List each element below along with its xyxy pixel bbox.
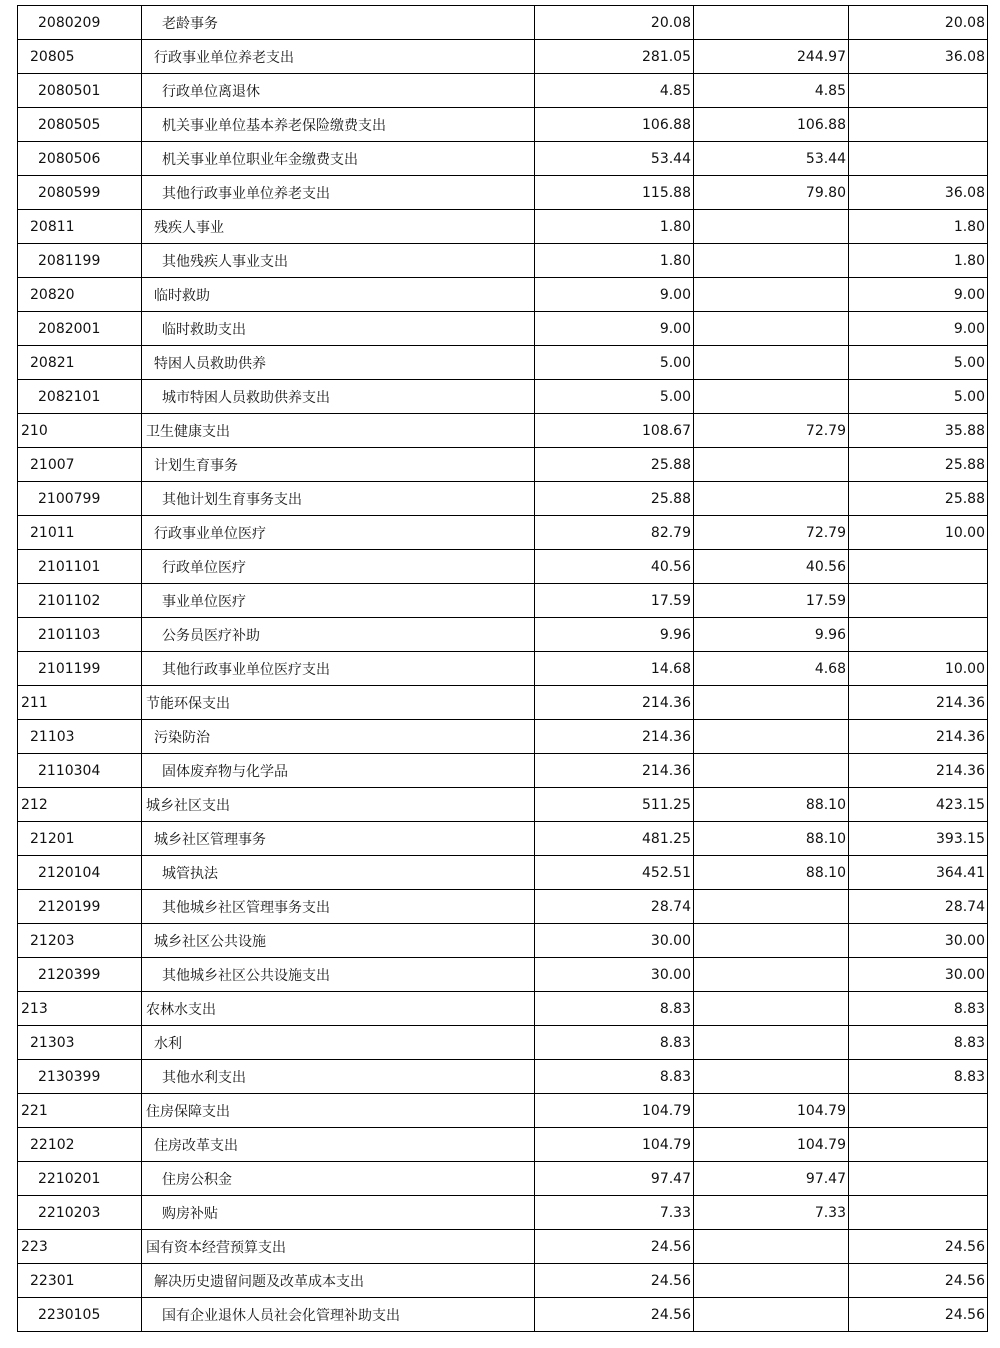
subject-code-cell: 2101102	[18, 584, 142, 618]
total-amount-cell: 108.67	[535, 414, 694, 448]
subject-code-cell: 20805	[18, 40, 142, 74]
subject-name-cell: 行政事业单位养老支出	[142, 40, 535, 74]
total-amount-cell: 24.56	[535, 1230, 694, 1264]
subject-code-cell: 212	[18, 788, 142, 822]
subject-name-cell: 其他行政事业单位医疗支出	[142, 652, 535, 686]
project-expenditure-cell: 24.56	[849, 1298, 988, 1332]
project-expenditure-cell: 393.15	[849, 822, 988, 856]
subject-name-cell: 国有资本经营预算支出	[142, 1230, 535, 1264]
project-expenditure-cell: 9.00	[849, 312, 988, 346]
subject-code-cell: 21011	[18, 516, 142, 550]
subject-name-cell: 其他计划生育事务支出	[142, 482, 535, 516]
basic-expenditure-cell: 72.79	[694, 414, 849, 448]
subject-code-cell: 223	[18, 1230, 142, 1264]
project-expenditure-cell	[849, 142, 988, 176]
subject-name-cell: 污染防治	[142, 720, 535, 754]
subject-name-cell: 其他城乡社区管理事务支出	[142, 890, 535, 924]
subject-name-cell: 水利	[142, 1026, 535, 1060]
table-row	[18, 380, 988, 414]
subject-name-cell: 公务员医疗补助	[142, 618, 535, 652]
basic-expenditure-cell	[694, 924, 849, 958]
subject-name-cell: 事业单位医疗	[142, 584, 535, 618]
project-expenditure-cell: 25.88	[849, 482, 988, 516]
table-row	[18, 584, 988, 618]
total-amount-cell: 9.96	[535, 618, 694, 652]
project-expenditure-cell: 214.36	[849, 720, 988, 754]
subject-name-cell: 城乡社区管理事务	[142, 822, 535, 856]
total-amount-cell: 17.59	[535, 584, 694, 618]
subject-code-cell: 2082101	[18, 380, 142, 414]
table-row	[18, 1026, 988, 1060]
project-expenditure-cell: 24.56	[849, 1264, 988, 1298]
basic-expenditure-cell: 88.10	[694, 822, 849, 856]
subject-name-cell: 其他城乡社区公共设施支出	[142, 958, 535, 992]
project-expenditure-cell: 423.15	[849, 788, 988, 822]
subject-code-cell: 2080501	[18, 74, 142, 108]
table-row	[18, 448, 988, 482]
project-expenditure-cell: 36.08	[849, 40, 988, 74]
total-amount-cell: 104.79	[535, 1128, 694, 1162]
total-amount-cell: 24.56	[535, 1264, 694, 1298]
basic-expenditure-cell	[694, 482, 849, 516]
table-row	[18, 1230, 988, 1264]
basic-expenditure-cell: 106.88	[694, 108, 849, 142]
subject-name-cell: 机关事业单位基本养老保险缴费支出	[142, 108, 535, 142]
subject-code-cell: 21201	[18, 822, 142, 856]
subject-code-cell: 2080599	[18, 176, 142, 210]
total-amount-cell: 8.83	[535, 1060, 694, 1094]
subject-name-cell: 城乡社区支出	[142, 788, 535, 822]
subject-code-cell: 21103	[18, 720, 142, 754]
subject-code-cell: 20811	[18, 210, 142, 244]
project-expenditure-cell	[849, 550, 988, 584]
subject-code-cell: 2101101	[18, 550, 142, 584]
basic-expenditure-cell	[694, 1298, 849, 1332]
subject-name-cell: 特困人员救助供养	[142, 346, 535, 380]
basic-expenditure-cell	[694, 244, 849, 278]
total-amount-cell: 25.88	[535, 448, 694, 482]
subject-code-cell: 221	[18, 1094, 142, 1128]
project-expenditure-cell: 1.80	[849, 244, 988, 278]
total-amount-cell: 25.88	[535, 482, 694, 516]
basic-expenditure-cell: 88.10	[694, 788, 849, 822]
basic-expenditure-cell	[694, 210, 849, 244]
project-expenditure-cell: 30.00	[849, 958, 988, 992]
subject-name-cell: 老龄事务	[142, 6, 535, 40]
table-row	[18, 482, 988, 516]
table-row	[18, 346, 988, 380]
basic-expenditure-cell: 4.85	[694, 74, 849, 108]
subject-name-cell: 其他残疾人事业支出	[142, 244, 535, 278]
basic-expenditure-cell: 244.97	[694, 40, 849, 74]
project-expenditure-cell: 5.00	[849, 346, 988, 380]
project-expenditure-cell: 8.83	[849, 1026, 988, 1060]
subject-code-cell: 2120199	[18, 890, 142, 924]
table-row	[18, 652, 988, 686]
total-amount-cell: 4.85	[535, 74, 694, 108]
total-amount-cell: 30.00	[535, 924, 694, 958]
subject-code-cell: 2230105	[18, 1298, 142, 1332]
subject-code-cell: 2210201	[18, 1162, 142, 1196]
total-amount-cell: 106.88	[535, 108, 694, 142]
subject-name-cell: 城市特困人员救助供养支出	[142, 380, 535, 414]
table-row	[18, 992, 988, 1026]
project-expenditure-cell	[849, 108, 988, 142]
project-expenditure-cell	[849, 74, 988, 108]
basic-expenditure-cell	[694, 1264, 849, 1298]
project-expenditure-cell: 5.00	[849, 380, 988, 414]
total-amount-cell: 14.68	[535, 652, 694, 686]
subject-code-cell: 2120399	[18, 958, 142, 992]
project-expenditure-cell	[849, 1094, 988, 1128]
table-row	[18, 1162, 988, 1196]
table-row	[18, 142, 988, 176]
table-row	[18, 788, 988, 822]
subject-name-cell: 行政单位医疗	[142, 550, 535, 584]
project-expenditure-cell: 10.00	[849, 516, 988, 550]
total-amount-cell: 281.05	[535, 40, 694, 74]
table-row	[18, 40, 988, 74]
table-row	[18, 720, 988, 754]
basic-expenditure-cell	[694, 1060, 849, 1094]
subject-code-cell: 2120104	[18, 856, 142, 890]
project-expenditure-cell: 28.74	[849, 890, 988, 924]
basic-expenditure-cell: 79.80	[694, 176, 849, 210]
table-body	[18, 6, 988, 1332]
project-expenditure-cell	[849, 618, 988, 652]
basic-expenditure-cell	[694, 380, 849, 414]
budget-expenditure-table	[17, 5, 988, 1332]
total-amount-cell: 214.36	[535, 754, 694, 788]
subject-name-cell: 行政单位离退休	[142, 74, 535, 108]
basic-expenditure-cell	[694, 448, 849, 482]
basic-expenditure-cell	[694, 686, 849, 720]
table-row	[18, 890, 988, 924]
table-row	[18, 108, 988, 142]
subject-code-cell: 2080505	[18, 108, 142, 142]
project-expenditure-cell: 8.83	[849, 1060, 988, 1094]
project-expenditure-cell: 1.80	[849, 210, 988, 244]
basic-expenditure-cell: 97.47	[694, 1162, 849, 1196]
basic-expenditure-cell	[694, 890, 849, 924]
subject-name-cell: 临时救助支出	[142, 312, 535, 346]
subject-name-cell: 残疾人事业	[142, 210, 535, 244]
total-amount-cell: 115.88	[535, 176, 694, 210]
project-expenditure-cell: 25.88	[849, 448, 988, 482]
basic-expenditure-cell: 88.10	[694, 856, 849, 890]
table-row	[18, 414, 988, 448]
project-expenditure-cell: 214.36	[849, 754, 988, 788]
table-row	[18, 1128, 988, 1162]
project-expenditure-cell: 36.08	[849, 176, 988, 210]
table-row	[18, 6, 988, 40]
basic-expenditure-cell: 9.96	[694, 618, 849, 652]
subject-name-cell: 住房公积金	[142, 1162, 535, 1196]
total-amount-cell: 7.33	[535, 1196, 694, 1230]
subject-code-cell: 213	[18, 992, 142, 1026]
subject-name-cell: 城乡社区公共设施	[142, 924, 535, 958]
project-expenditure-cell	[849, 584, 988, 618]
table-row	[18, 244, 988, 278]
basic-expenditure-cell: 4.68	[694, 652, 849, 686]
subject-code-cell: 2110304	[18, 754, 142, 788]
total-amount-cell: 452.51	[535, 856, 694, 890]
total-amount-cell: 28.74	[535, 890, 694, 924]
table-row	[18, 856, 988, 890]
table-row	[18, 754, 988, 788]
subject-code-cell: 2080209	[18, 6, 142, 40]
basic-expenditure-cell	[694, 958, 849, 992]
subject-name-cell: 城管执法	[142, 856, 535, 890]
subject-name-cell: 农林水支出	[142, 992, 535, 1026]
table-row	[18, 1060, 988, 1094]
project-expenditure-cell: 10.00	[849, 652, 988, 686]
total-amount-cell: 8.83	[535, 1026, 694, 1060]
total-amount-cell: 5.00	[535, 380, 694, 414]
table-row	[18, 822, 988, 856]
table-row	[18, 312, 988, 346]
project-expenditure-cell: 24.56	[849, 1230, 988, 1264]
subject-code-cell: 211	[18, 686, 142, 720]
total-amount-cell: 1.80	[535, 210, 694, 244]
table-row	[18, 516, 988, 550]
subject-code-cell: 21007	[18, 448, 142, 482]
subject-name-cell: 行政事业单位医疗	[142, 516, 535, 550]
basic-expenditure-cell	[694, 1230, 849, 1264]
budget-table-sheet	[17, 5, 987, 1332]
subject-code-cell: 21303	[18, 1026, 142, 1060]
project-expenditure-cell: 364.41	[849, 856, 988, 890]
basic-expenditure-cell: 72.79	[694, 516, 849, 550]
total-amount-cell: 8.83	[535, 992, 694, 1026]
table-row	[18, 176, 988, 210]
subject-name-cell: 解决历史遗留问题及改革成本支出	[142, 1264, 535, 1298]
project-expenditure-cell: 214.36	[849, 686, 988, 720]
total-amount-cell: 5.00	[535, 346, 694, 380]
total-amount-cell: 9.00	[535, 312, 694, 346]
project-expenditure-cell: 30.00	[849, 924, 988, 958]
total-amount-cell: 20.08	[535, 6, 694, 40]
subject-code-cell: 210	[18, 414, 142, 448]
subject-code-cell: 2082001	[18, 312, 142, 346]
project-expenditure-cell: 20.08	[849, 6, 988, 40]
subject-code-cell: 2130399	[18, 1060, 142, 1094]
table-row	[18, 1196, 988, 1230]
table-row	[18, 686, 988, 720]
basic-expenditure-cell: 53.44	[694, 142, 849, 176]
subject-name-cell: 节能环保支出	[142, 686, 535, 720]
project-expenditure-cell	[849, 1162, 988, 1196]
basic-expenditure-cell	[694, 720, 849, 754]
total-amount-cell: 214.36	[535, 720, 694, 754]
subject-name-cell: 购房补贴	[142, 1196, 535, 1230]
subject-name-cell: 卫生健康支出	[142, 414, 535, 448]
basic-expenditure-cell	[694, 346, 849, 380]
total-amount-cell: 481.25	[535, 822, 694, 856]
table-row	[18, 1264, 988, 1298]
subject-name-cell: 其他水利支出	[142, 1060, 535, 1094]
basic-expenditure-cell: 104.79	[694, 1128, 849, 1162]
total-amount-cell: 82.79	[535, 516, 694, 550]
basic-expenditure-cell	[694, 992, 849, 1026]
basic-expenditure-cell: 40.56	[694, 550, 849, 584]
subject-name-cell: 固体废弃物与化学品	[142, 754, 535, 788]
table-row	[18, 74, 988, 108]
subject-name-cell: 计划生育事务	[142, 448, 535, 482]
subject-code-cell: 2101199	[18, 652, 142, 686]
table-row	[18, 924, 988, 958]
subject-name-cell: 临时救助	[142, 278, 535, 312]
subject-code-cell: 20821	[18, 346, 142, 380]
project-expenditure-cell	[849, 1196, 988, 1230]
total-amount-cell: 214.36	[535, 686, 694, 720]
table-row	[18, 278, 988, 312]
project-expenditure-cell: 8.83	[849, 992, 988, 1026]
subject-name-cell: 住房保障支出	[142, 1094, 535, 1128]
total-amount-cell: 104.79	[535, 1094, 694, 1128]
subject-name-cell: 机关事业单位职业年金缴费支出	[142, 142, 535, 176]
subject-code-cell: 2081199	[18, 244, 142, 278]
total-amount-cell: 1.80	[535, 244, 694, 278]
subject-code-cell: 22301	[18, 1264, 142, 1298]
basic-expenditure-cell: 104.79	[694, 1094, 849, 1128]
subject-code-cell: 2101103	[18, 618, 142, 652]
table-row	[18, 1094, 988, 1128]
subject-code-cell: 2100799	[18, 482, 142, 516]
basic-expenditure-cell	[694, 754, 849, 788]
project-expenditure-cell	[849, 1128, 988, 1162]
table-row	[18, 1298, 988, 1332]
total-amount-cell: 9.00	[535, 278, 694, 312]
total-amount-cell: 53.44	[535, 142, 694, 176]
subject-name-cell: 其他行政事业单位养老支出	[142, 176, 535, 210]
basic-expenditure-cell	[694, 312, 849, 346]
total-amount-cell: 30.00	[535, 958, 694, 992]
basic-expenditure-cell: 17.59	[694, 584, 849, 618]
basic-expenditure-cell	[694, 1026, 849, 1060]
project-expenditure-cell: 35.88	[849, 414, 988, 448]
basic-expenditure-cell	[694, 278, 849, 312]
basic-expenditure-cell: 7.33	[694, 1196, 849, 1230]
total-amount-cell: 40.56	[535, 550, 694, 584]
subject-code-cell: 2080506	[18, 142, 142, 176]
table-row	[18, 618, 988, 652]
total-amount-cell: 97.47	[535, 1162, 694, 1196]
total-amount-cell: 24.56	[535, 1298, 694, 1332]
basic-expenditure-cell	[694, 6, 849, 40]
subject-name-cell: 住房改革支出	[142, 1128, 535, 1162]
project-expenditure-cell: 9.00	[849, 278, 988, 312]
table-row	[18, 550, 988, 584]
total-amount-cell: 511.25	[535, 788, 694, 822]
subject-code-cell: 22102	[18, 1128, 142, 1162]
subject-code-cell: 21203	[18, 924, 142, 958]
subject-name-cell: 国有企业退休人员社会化管理补助支出	[142, 1298, 535, 1332]
table-row	[18, 958, 988, 992]
subject-code-cell: 20820	[18, 278, 142, 312]
subject-code-cell: 2210203	[18, 1196, 142, 1230]
table-row	[18, 210, 988, 244]
